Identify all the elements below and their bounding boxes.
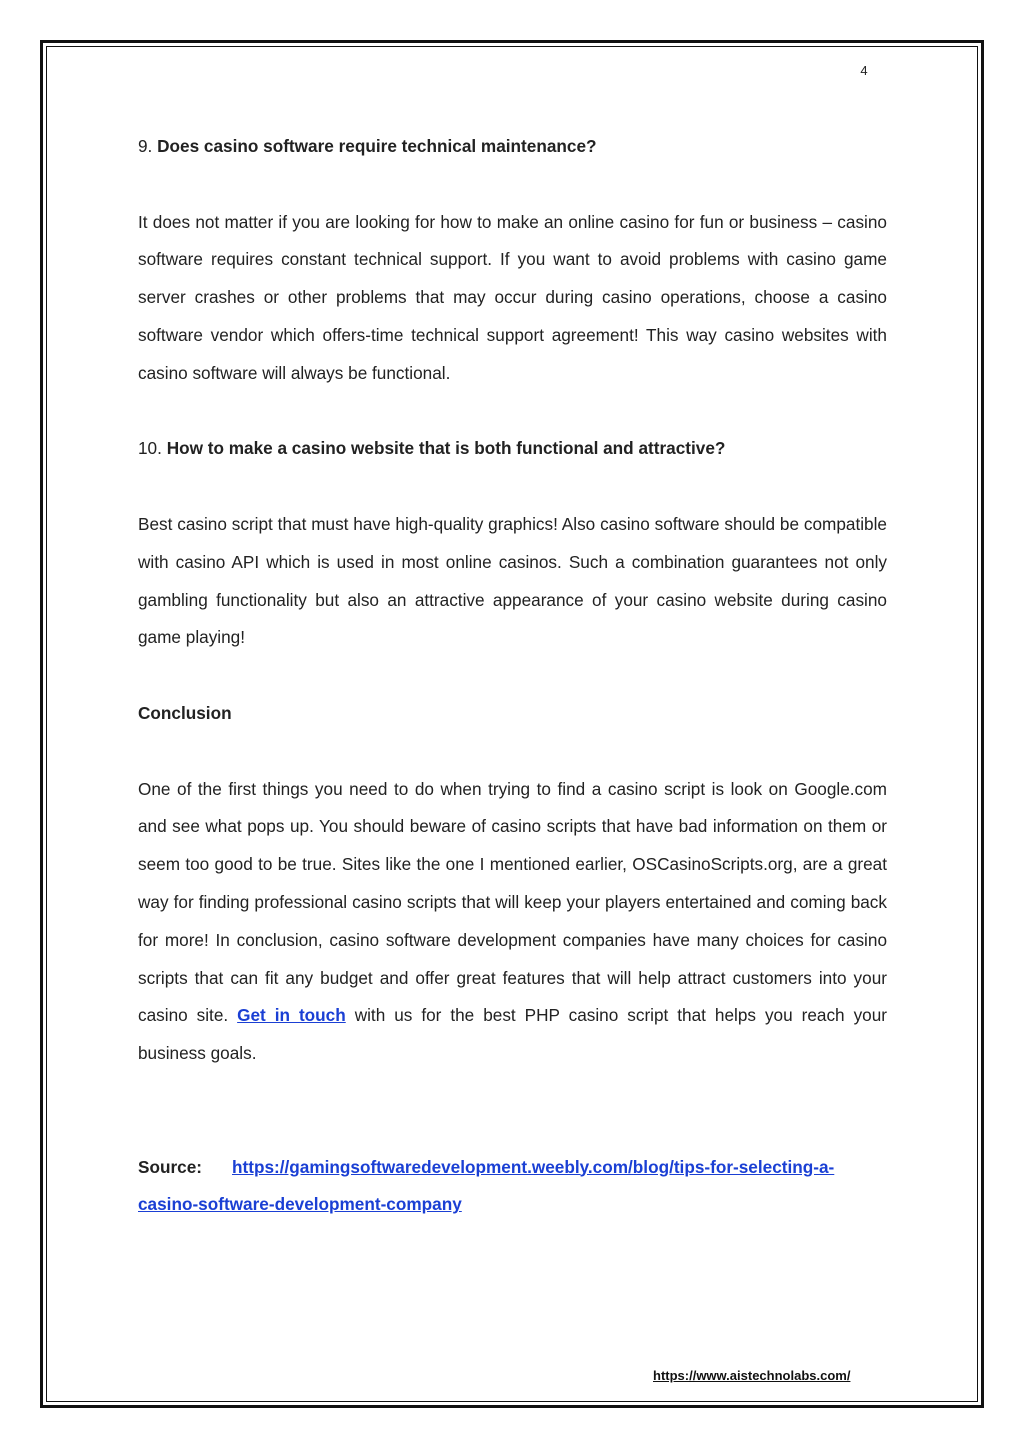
source-label: Source:: [138, 1156, 202, 1177]
conclusion-heading: Conclusion: [138, 702, 232, 723]
source-link[interactable]: https://gamingsoftwaredevelopment.weebly.com/blog/tips-for-selecting-a-casino-software-development-company: [138, 1156, 835, 1215]
source-line: [138, 1149, 887, 1225]
question-10-answer: Best casino script that must have high-quality graphics! Also casino software should be compatible with casino API which is used in most online casinos. Such a combination guarantees not only gambling functionality but also an attractive appearance of your casino website during casino game playing!: [138, 513, 887, 648]
page-number: 4: [860, 63, 868, 78]
conclusion-paragraph: [138, 771, 887, 1073]
question-10-title: How to make a casino website that is both functional and attractive?: [166, 438, 726, 459]
get-in-touch-link[interactable]: Get in touch: [237, 1005, 346, 1026]
question-9-number: 9.: [138, 136, 153, 156]
question-10: [138, 430, 887, 468]
question-9-title: Does casino software require technical maintenance?: [157, 136, 597, 156]
question-10-number: 10.: [138, 438, 162, 459]
conclusion-text-before-link: One of the first things you need to do when trying to find a casino script is look on Google.com and see what pops up. You should beware of casino scripts that have bad information on them or seem too good to be true. Sites like the one I mentioned earlier, OSCasinoScripts.org, are a great way for finding professional casino scripts that will keep your players entertained and coming back for more! In conclusion, casino software development companies have many choices for casino scripts that can fit any budget and offer great features that will help attract customers into your casino site.: [138, 778, 887, 1026]
question-9: [138, 128, 887, 166]
document-body: [138, 128, 887, 1224]
question-9-answer: It does not matter if you are looking for how to make an online casino for fun or business – casino software requires constant technical support. If you want to avoid problems with casino game server crashes or other problems that may occur during casino operations, choose a casino software vendor which offers-time technical support agreement! This way casino websites with casino software will always be functional.: [138, 211, 887, 383]
conclusion-text-after-link: with us for the best PHP casino script that helps you reach your business goals.: [138, 1005, 887, 1064]
footer-website-link[interactable]: https://www.aistechnolabs.com/: [653, 1368, 851, 1383]
